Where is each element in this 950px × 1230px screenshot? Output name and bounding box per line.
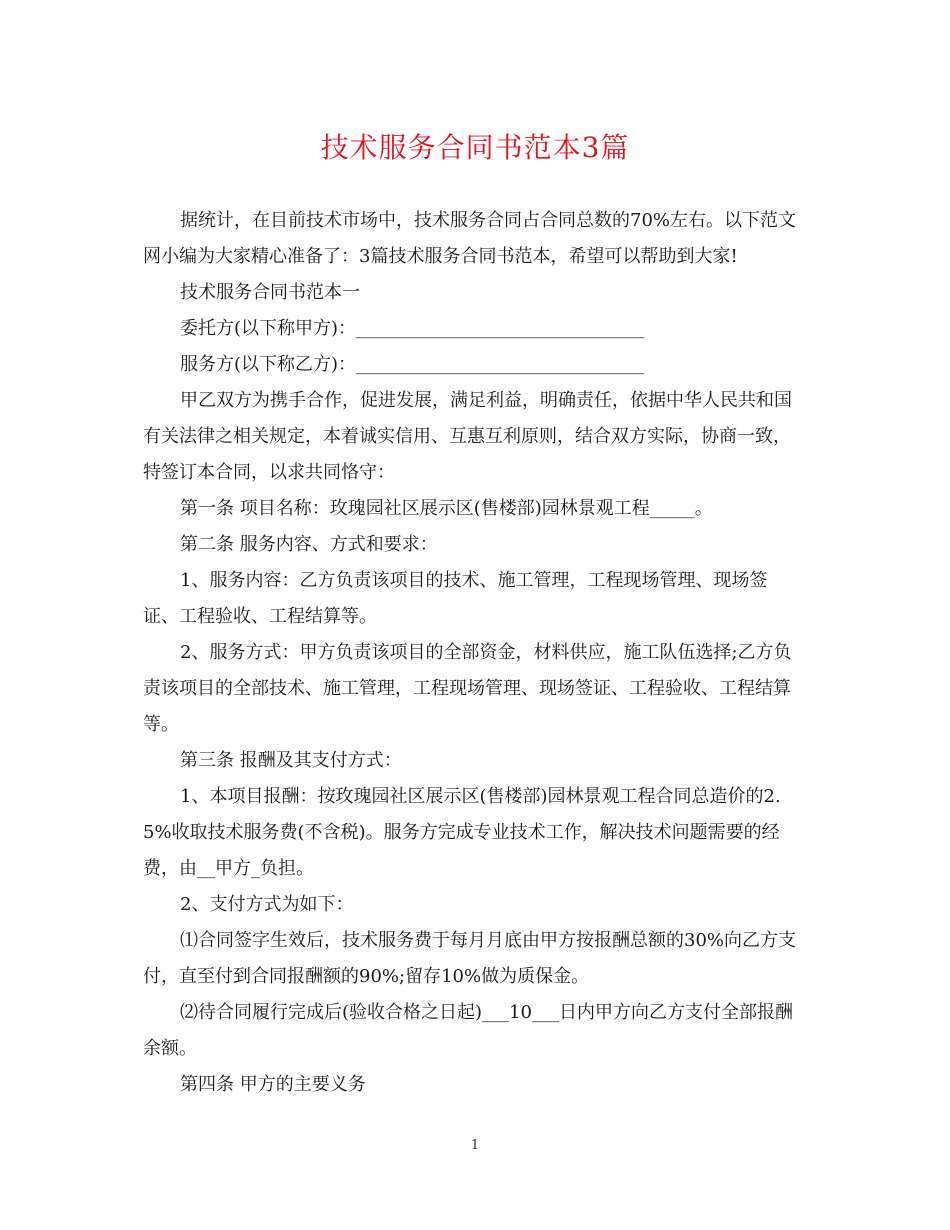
document-title: 技术服务合同书范本3篇 [320, 131, 630, 164]
paragraph-service-method: 2、服务方式：甲方负责该项目的全部资金，材料供应，施工队伍选择;乙方负责该项目的全部技术、施工管理，工程现场管理、现场签证、工程验收、工程结算等。 [143, 642, 792, 735]
paragraph-payment-method: 2、支付方式为如下： [180, 894, 354, 915]
paragraph-article-1: 第一条 项目名称：玫瑰园社区展示区(售楼部)园林景观工程_____。 [180, 498, 713, 519]
paragraph-preamble: 甲乙双方为携手合作，促进发展，满足利益，明确责任，依据中华人民共和国有关法律之相关规定，本着诚实信用、互惠互利原则，结合双方实际，协商一致，特签订本合同，以求共同恪守： [143, 390, 792, 483]
paragraph-service-party: 服务方(以下称乙方)：________________________________ [180, 354, 645, 375]
paragraph-remuneration: 1、本项目报酬：按玫瑰园社区展示区(售楼部)园林景观工程合同总造价的2.5%收取技术服务费(不含税)。服务方完成专业技术工作，解决技术问题需要的经费，由__甲方_负担。 [143, 786, 781, 879]
paragraph-service-content: 1、服务内容：乙方负责该项目的技术、施工管理，工程现场管理、现场签证、工程验收、工程结算等。 [143, 570, 768, 627]
paragraph-article-2: 第二条 服务内容、方式和要求： [180, 534, 438, 555]
paragraph-article-3: 第三条 报酬及其支付方式： [180, 750, 402, 771]
paragraph-article-4: 第四条 甲方的主要义务 [180, 1074, 366, 1095]
paragraph-section-heading: 技术服务合同书范本一 [180, 282, 360, 303]
paragraph-payment-item-1: ⑴合同签字生效后，技术服务费于每月月底由甲方按报酬总额的30%向乙方支付，直至付到合同报酬额的90%;留存10%做为质保金。 [143, 930, 797, 987]
page-number: 1 [470, 1138, 480, 1153]
document-body [143, 203, 803, 1103]
paragraph-client-party: 委托方(以下称甲方)：________________________________ [180, 318, 645, 339]
paragraph-intro: 据统计，在目前技术市场中，技术服务合同占合同总数的70%左右。以下范文网小编为大家精心准备了：3篇技术服务合同书范本，希望可以帮助到大家! [143, 210, 797, 267]
paragraph-payment-item-2: ⑵待合同履行完成后(验收合格之日起)___10___日内甲方向乙方支付全部报酬余额。 [143, 1002, 793, 1059]
